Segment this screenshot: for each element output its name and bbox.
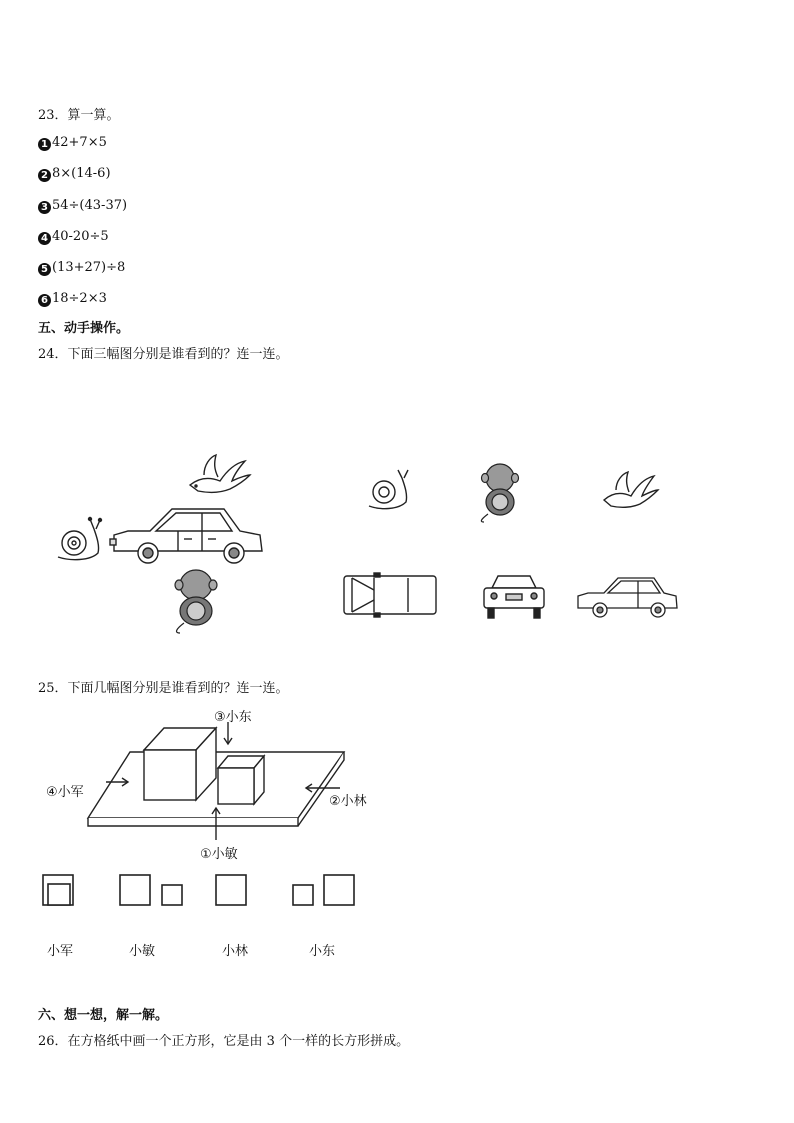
q24-viewers-row bbox=[360, 462, 680, 532]
bird-icon bbox=[190, 455, 250, 492]
label-xiaolin-direction: ②小林 bbox=[329, 794, 367, 809]
q23-item-3 bbox=[38, 198, 127, 214]
circled-number: 6 bbox=[38, 294, 51, 307]
circled-number: 2 bbox=[38, 169, 51, 182]
view-shape-1 bbox=[43, 875, 73, 905]
monkey-icon bbox=[481, 464, 518, 522]
view-shape-3 bbox=[216, 875, 246, 905]
view-shape-2 bbox=[120, 875, 182, 905]
expression: 40-20÷5 bbox=[52, 229, 109, 244]
label-xiaodong-direction: ③小东 bbox=[214, 710, 252, 725]
circled-number: 3 bbox=[38, 201, 51, 214]
name-xiaolin: 小林 bbox=[222, 944, 249, 959]
expression: 18÷2×3 bbox=[52, 291, 107, 306]
label-xiaojun-direction: ④小军 bbox=[46, 785, 84, 800]
section-5-title: 五、动手操作。 bbox=[38, 321, 130, 336]
car-top-view bbox=[344, 573, 436, 617]
circled-number: 5 bbox=[38, 263, 51, 276]
snail-icon bbox=[369, 470, 408, 509]
q23-item-5 bbox=[38, 260, 125, 276]
car-front-view bbox=[484, 576, 544, 618]
view-shape-4 bbox=[293, 875, 354, 905]
expression: 8×(14-6) bbox=[52, 166, 111, 181]
q25-title: 25．下面几幅图分别是谁看到的？连一连。 bbox=[38, 681, 289, 696]
expression: (13+27)÷8 bbox=[52, 260, 126, 275]
q25-view-shapes bbox=[40, 872, 360, 910]
car-side-view-small bbox=[578, 578, 677, 617]
q23-item-1 bbox=[38, 135, 107, 151]
bird-icon bbox=[604, 472, 658, 507]
name-xiaojun: 小军 bbox=[47, 944, 74, 959]
q26-title: 26．在方格纸中画一个正方形，它是由 3 个一样的长方形拼成。 bbox=[38, 1034, 410, 1049]
car-side-view bbox=[110, 509, 262, 563]
circled-number: 1 bbox=[38, 138, 51, 151]
q24-scene-illustration bbox=[50, 445, 280, 635]
expression: 42+7×5 bbox=[52, 135, 107, 150]
q23-item-2 bbox=[38, 166, 111, 182]
snail-icon bbox=[58, 518, 102, 560]
name-xiaodong: 小东 bbox=[309, 944, 336, 959]
q25-cubes-platform bbox=[80, 720, 370, 840]
expression: 54÷(43-37) bbox=[52, 198, 128, 213]
big-cube bbox=[144, 728, 216, 800]
monkey-icon bbox=[175, 570, 217, 633]
q23-title: 23．算一算。 bbox=[38, 108, 120, 123]
q24-views-row bbox=[340, 572, 680, 622]
name-xiaomin: 小敏 bbox=[129, 944, 156, 959]
q23-item-6 bbox=[38, 291, 107, 307]
circled-number: 4 bbox=[38, 232, 51, 245]
q23-item-4 bbox=[38, 229, 109, 245]
small-cube bbox=[218, 756, 264, 804]
section-6-title: 六、想一想，解一解。 bbox=[38, 1008, 169, 1023]
label-xiaomin-direction: ①小敏 bbox=[200, 847, 238, 862]
q24-title: 24．下面三幅图分别是谁看到的？连一连。 bbox=[38, 347, 289, 362]
